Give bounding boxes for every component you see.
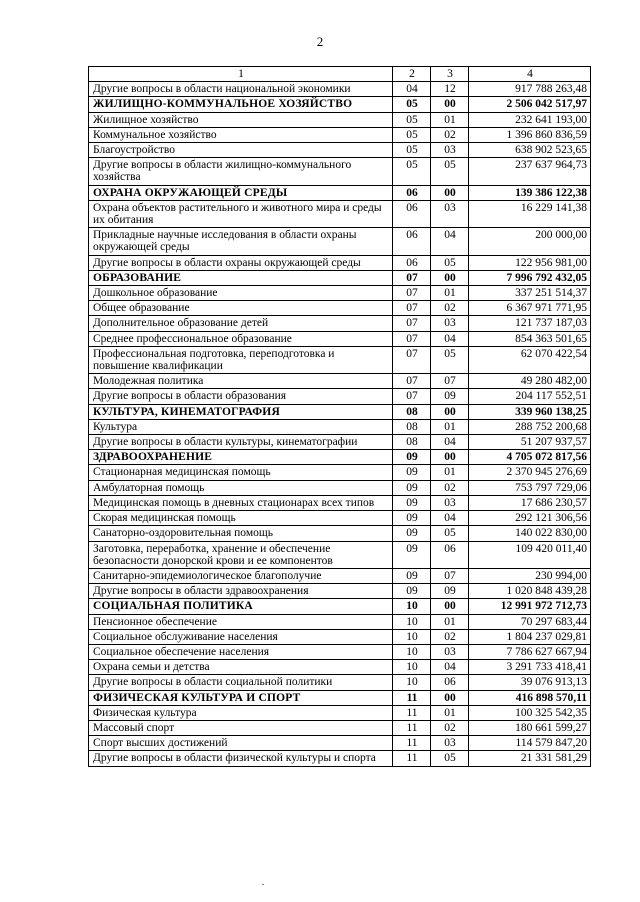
row-subsection-code-cell: 04	[431, 435, 469, 450]
row-amount-cell: 1 396 860 836,59	[469, 127, 591, 142]
row-subsection-code-cell: 06	[431, 675, 469, 690]
row-section-code-cell: 07	[393, 316, 431, 331]
row-section-code-cell: 09	[393, 495, 431, 510]
table-row	[89, 112, 591, 127]
table-row	[89, 331, 591, 346]
row-amount-cell: 2 370 945 276,69	[469, 465, 591, 480]
row-section-code-cell: 07	[393, 301, 431, 316]
row-subsection-code-cell: 00	[431, 599, 469, 614]
row-amount-cell: 6 367 971 771,95	[469, 301, 591, 316]
row-section-code-cell: 09	[393, 584, 431, 599]
row-section-code-cell: 10	[393, 599, 431, 614]
row-subsection-code-cell: 02	[431, 127, 469, 142]
column-header-4: 4	[469, 67, 591, 82]
row-name-cell: Медицинская помощь в дневных стационарах всех типов	[89, 495, 393, 510]
row-amount-cell: 200 000,00	[469, 228, 591, 255]
row-name-cell: Санаторно-оздоровительная помощь	[89, 526, 393, 541]
row-name-cell: ОБРАЗОВАНИЕ	[89, 270, 393, 285]
row-name-cell: Среднее профессиональное образование	[89, 331, 393, 346]
row-name-cell: Другие вопросы в области национальной экономики	[89, 82, 393, 97]
row-amount-cell: 288 752 200,68	[469, 419, 591, 434]
table-row	[89, 419, 591, 434]
row-subsection-code-cell: 04	[431, 660, 469, 675]
row-section-code-cell: 07	[393, 331, 431, 346]
table-row	[89, 301, 591, 316]
row-section-code-cell: 04	[393, 82, 431, 97]
row-subsection-code-cell: 03	[431, 736, 469, 751]
page-number: 2	[316, 34, 324, 49]
table-row	[89, 255, 591, 270]
table-row	[89, 228, 591, 255]
row-subsection-code-cell: 09	[431, 584, 469, 599]
row-subsection-code-cell: 03	[431, 316, 469, 331]
row-section-code-cell: 11	[393, 705, 431, 720]
row-name-cell: Другие вопросы в области охраны окружающей среды	[89, 255, 393, 270]
row-section-code-cell: 05	[393, 97, 431, 112]
row-subsection-code-cell: 00	[431, 270, 469, 285]
column-header-1: 1	[89, 67, 393, 82]
row-name-cell: Культура	[89, 419, 393, 434]
row-amount-cell: 121 737 187,03	[469, 316, 591, 331]
row-subsection-code-cell: 01	[431, 705, 469, 720]
row-amount-cell: 7 996 792 432,05	[469, 270, 591, 285]
row-subsection-code-cell: 04	[431, 331, 469, 346]
table-row	[89, 82, 591, 97]
row-name-cell: Профессиональная подготовка, переподготовка и повышение квалификации	[89, 346, 393, 373]
row-amount-cell: 204 117 552,51	[469, 389, 591, 404]
row-amount-cell: 16 229 141,38	[469, 200, 591, 227]
row-name-cell: Заготовка, переработка, хранение и обеспечение безопасности донорской крови и ее компонентов	[89, 541, 393, 568]
row-amount-cell: 1 804 237 029,81	[469, 629, 591, 644]
column-header-2: 2	[393, 67, 431, 82]
section-row	[89, 450, 591, 465]
row-subsection-code-cell: 00	[431, 450, 469, 465]
table-row	[89, 614, 591, 629]
row-name-cell: Другие вопросы в области образования	[89, 389, 393, 404]
table-row	[89, 644, 591, 659]
row-amount-cell: 337 251 514,37	[469, 286, 591, 301]
section-row	[89, 690, 591, 705]
row-subsection-code-cell: 00	[431, 404, 469, 419]
row-amount-cell: 122 956 981,00	[469, 255, 591, 270]
row-name-cell: Дополнительное образование детей	[89, 316, 393, 331]
row-name-cell: Другие вопросы в области физической культуры и спорта	[89, 751, 393, 766]
row-section-code-cell: 05	[393, 143, 431, 158]
row-subsection-code-cell: 03	[431, 495, 469, 510]
row-name-cell: Санитарно-эпидемиологическое благополучие	[89, 568, 393, 583]
row-amount-cell: 416 898 570,11	[469, 690, 591, 705]
table-row	[89, 660, 591, 675]
row-section-code-cell: 11	[393, 690, 431, 705]
row-section-code-cell: 08	[393, 419, 431, 434]
row-name-cell: Жилищное хозяйство	[89, 112, 393, 127]
row-subsection-code-cell: 05	[431, 526, 469, 541]
row-section-code-cell: 09	[393, 568, 431, 583]
row-section-code-cell: 07	[393, 286, 431, 301]
table-row	[89, 584, 591, 599]
row-section-code-cell: 09	[393, 465, 431, 480]
row-subsection-code-cell: 05	[431, 255, 469, 270]
row-name-cell: Молодежная политика	[89, 374, 393, 389]
row-name-cell: Общее образование	[89, 301, 393, 316]
row-subsection-code-cell: 01	[431, 112, 469, 127]
row-name-cell: Благоустройство	[89, 143, 393, 158]
row-section-code-cell: 06	[393, 185, 431, 200]
row-amount-cell: 109 420 011,40	[469, 541, 591, 568]
row-subsection-code-cell: 02	[431, 480, 469, 495]
row-name-cell: Пенсионное обеспечение	[89, 614, 393, 629]
row-amount-cell: 12 991 972 712,73	[469, 599, 591, 614]
table-row	[89, 511, 591, 526]
row-amount-cell: 39 076 913,13	[469, 675, 591, 690]
table-row	[89, 526, 591, 541]
row-section-code-cell: 10	[393, 660, 431, 675]
row-amount-cell: 4 705 072 817,56	[469, 450, 591, 465]
row-name-cell: Другие вопросы в области здравоохранения	[89, 584, 393, 599]
table-row	[89, 736, 591, 751]
row-section-code-cell: 10	[393, 675, 431, 690]
row-name-cell: Охрана семьи и детства	[89, 660, 393, 675]
row-name-cell: Коммунальное хозяйство	[89, 127, 393, 142]
row-subsection-code-cell: 05	[431, 751, 469, 766]
row-name-cell: Физическая культура	[89, 705, 393, 720]
table-row	[89, 127, 591, 142]
row-amount-cell: 140 022 830,00	[469, 526, 591, 541]
row-section-code-cell: 05	[393, 127, 431, 142]
row-subsection-code-cell: 06	[431, 541, 469, 568]
row-amount-cell: 753 797 729,06	[469, 480, 591, 495]
table-row	[89, 143, 591, 158]
row-section-code-cell: 09	[393, 526, 431, 541]
row-subsection-code-cell: 01	[431, 286, 469, 301]
row-name-cell: Социальное обеспечение населения	[89, 644, 393, 659]
row-name-cell: Другие вопросы в области культуры, кинематографии	[89, 435, 393, 450]
row-amount-cell: 7 786 627 667,94	[469, 644, 591, 659]
table-row	[89, 346, 591, 373]
column-header-3: 3	[431, 67, 469, 82]
row-subsection-code-cell: 02	[431, 720, 469, 735]
section-row	[89, 404, 591, 419]
row-name-cell: Прикладные научные исследования в области охраны окружающей среды	[89, 228, 393, 255]
row-name-cell: Амбулаторная помощь	[89, 480, 393, 495]
row-subsection-code-cell: 05	[431, 346, 469, 373]
row-amount-cell: 100 325 542,35	[469, 705, 591, 720]
row-name-cell: Другие вопросы в области социальной политики	[89, 675, 393, 690]
row-amount-cell: 917 788 263,48	[469, 82, 591, 97]
row-name-cell: Охрана объектов растительного и животного мира и среды их обитания	[89, 200, 393, 227]
row-subsection-code-cell: 01	[431, 419, 469, 434]
row-amount-cell: 114 579 847,20	[469, 736, 591, 751]
row-amount-cell: 17 686 230,57	[469, 495, 591, 510]
row-section-code-cell: 11	[393, 720, 431, 735]
row-subsection-code-cell: 05	[431, 158, 469, 185]
row-amount-cell: 139 386 122,38	[469, 185, 591, 200]
row-amount-cell: 230 994,00	[469, 568, 591, 583]
budget-table-body	[89, 67, 591, 767]
row-amount-cell: 638 902 523,65	[469, 143, 591, 158]
table-row	[89, 675, 591, 690]
row-subsection-code-cell: 12	[431, 82, 469, 97]
row-amount-cell: 70 297 683,44	[469, 614, 591, 629]
row-amount-cell: 2 506 042 517,97	[469, 97, 591, 112]
row-subsection-code-cell: 02	[431, 301, 469, 316]
row-name-cell: Массовый спорт	[89, 720, 393, 735]
row-name-cell: Дошкольное образование	[89, 286, 393, 301]
row-section-code-cell: 11	[393, 751, 431, 766]
row-name-cell: Другие вопросы в области жилищно-коммунального хозяйства	[89, 158, 393, 185]
row-name-cell: Социальное обслуживание населения	[89, 629, 393, 644]
row-section-code-cell: 05	[393, 112, 431, 127]
row-section-code-cell: 10	[393, 614, 431, 629]
row-subsection-code-cell: 03	[431, 143, 469, 158]
row-name-cell: Спорт высших достижений	[89, 736, 393, 751]
section-row	[89, 270, 591, 285]
row-section-code-cell: 11	[393, 736, 431, 751]
row-section-code-cell: 09	[393, 541, 431, 568]
table-row	[89, 568, 591, 583]
row-section-code-cell: 07	[393, 346, 431, 373]
row-amount-cell: 339 960 138,25	[469, 404, 591, 419]
row-amount-cell: 180 661 599,27	[469, 720, 591, 735]
table-row	[89, 389, 591, 404]
row-amount-cell: 21 331 581,29	[469, 751, 591, 766]
row-amount-cell: 292 121 306,56	[469, 511, 591, 526]
table-row	[89, 751, 591, 766]
row-amount-cell: 49 280 482,00	[469, 374, 591, 389]
row-section-code-cell: 07	[393, 389, 431, 404]
table-row	[89, 316, 591, 331]
table-row	[89, 705, 591, 720]
table-row	[89, 465, 591, 480]
row-name-cell: ЖИЛИЩНО-КОММУНАЛЬНОЕ ХОЗЯЙСТВО	[89, 97, 393, 112]
row-subsection-code-cell: 04	[431, 228, 469, 255]
row-subsection-code-cell: 04	[431, 511, 469, 526]
row-section-code-cell: 07	[393, 374, 431, 389]
row-section-code-cell: 09	[393, 511, 431, 526]
row-section-code-cell: 09	[393, 450, 431, 465]
row-amount-cell: 51 207 937,57	[469, 435, 591, 450]
row-section-code-cell: 06	[393, 228, 431, 255]
row-name-cell: КУЛЬТУРА, КИНЕМАТОГРАФИЯ	[89, 404, 393, 419]
row-amount-cell: 232 641 193,00	[469, 112, 591, 127]
row-name-cell: ФИЗИЧЕСКАЯ КУЛЬТУРА И СПОРТ	[89, 690, 393, 705]
row-amount-cell: 237 637 964,73	[469, 158, 591, 185]
row-section-code-cell: 05	[393, 158, 431, 185]
table-row	[89, 541, 591, 568]
row-section-code-cell: 07	[393, 270, 431, 285]
row-subsection-code-cell: 02	[431, 629, 469, 644]
row-section-code-cell: 09	[393, 480, 431, 495]
row-name-cell: Скорая медицинская помощь	[89, 511, 393, 526]
row-subsection-code-cell: 09	[431, 389, 469, 404]
row-subsection-code-cell: 03	[431, 644, 469, 659]
row-name-cell: СОЦИАЛЬНАЯ ПОЛИТИКА	[89, 599, 393, 614]
row-subsection-code-cell: 00	[431, 185, 469, 200]
table-row	[89, 720, 591, 735]
row-subsection-code-cell: 00	[431, 690, 469, 705]
row-name-cell: ОХРАНА ОКРУЖАЮЩЕЙ СРЕДЫ	[89, 185, 393, 200]
row-subsection-code-cell: 00	[431, 97, 469, 112]
table-row	[89, 629, 591, 644]
row-section-code-cell: 10	[393, 644, 431, 659]
row-amount-cell: 854 363 501,65	[469, 331, 591, 346]
row-subsection-code-cell: 01	[431, 614, 469, 629]
section-row	[89, 185, 591, 200]
table-row	[89, 158, 591, 185]
row-name-cell: Стационарная медицинская помощь	[89, 465, 393, 480]
row-section-code-cell: 06	[393, 200, 431, 227]
row-subsection-code-cell: 01	[431, 465, 469, 480]
table-row	[89, 435, 591, 450]
table-row	[89, 495, 591, 510]
table-row	[89, 374, 591, 389]
section-row	[89, 599, 591, 614]
row-section-code-cell: 08	[393, 435, 431, 450]
row-subsection-code-cell: 07	[431, 568, 469, 583]
row-section-code-cell: 06	[393, 255, 431, 270]
row-section-code-cell: 08	[393, 404, 431, 419]
row-subsection-code-cell: 03	[431, 200, 469, 227]
section-row	[89, 97, 591, 112]
table-row	[89, 480, 591, 495]
table-row	[89, 200, 591, 227]
row-amount-cell: 1 020 848 439,28	[469, 584, 591, 599]
row-name-cell: ЗДРАВООХРАНЕНИЕ	[89, 450, 393, 465]
scan-speck	[262, 884, 264, 885]
table-row	[89, 286, 591, 301]
budget-table	[88, 66, 591, 767]
row-amount-cell: 3 291 733 418,41	[469, 660, 591, 675]
table-header-row	[89, 67, 591, 82]
row-subsection-code-cell: 07	[431, 374, 469, 389]
row-section-code-cell: 10	[393, 629, 431, 644]
row-amount-cell: 62 070 422,54	[469, 346, 591, 373]
